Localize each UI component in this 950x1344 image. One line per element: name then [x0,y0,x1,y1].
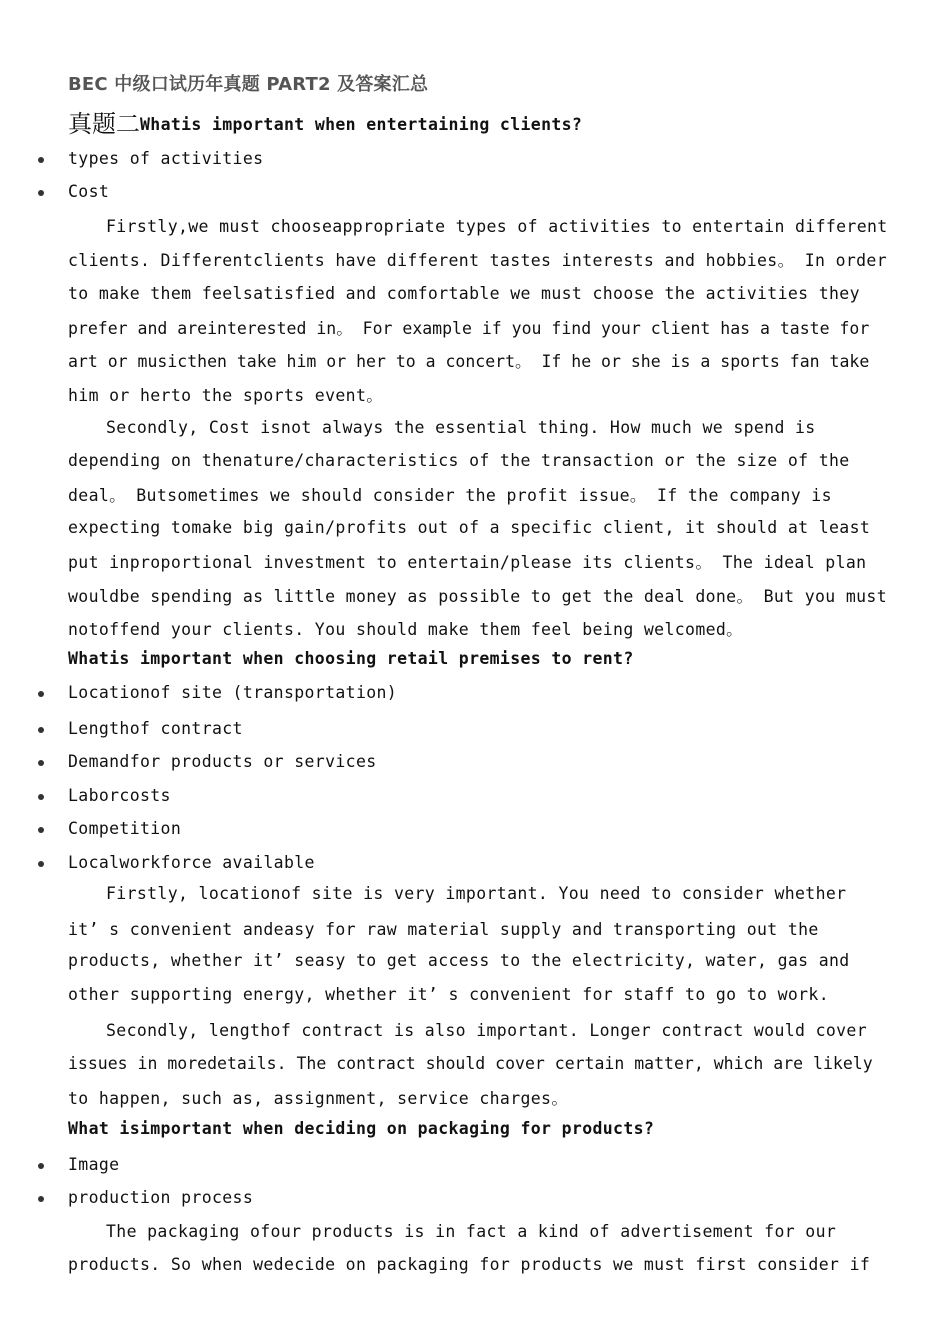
bullet-dot-icon [38,760,44,766]
paragraph-line: products, whether it’ seasy to get access to the electricity, water, gas and [68,951,850,970]
paragraph-line: Firstly, locationof site is very important. You need to consider whether [106,884,847,903]
question-3-heading: What isimportant when deciding on packaging for products? [68,1119,655,1138]
list-item: production process [68,1188,254,1207]
list-item: Image [68,1155,120,1174]
document-title: BEC 中级口试历年真题 PART2 及答案汇总 [68,74,429,95]
list-item: Competition [68,819,182,838]
paragraph-line: products. So when wedecide on packaging for products we must first consider if [68,1255,871,1274]
paragraph-line: expecting tomake big gain/profits out of a specific client, it should at least [68,518,871,537]
bullet-dot-icon [38,691,44,697]
bullet-dot-icon [38,157,44,163]
list-item: Lengthof contract [68,719,243,738]
bullet-dot-icon [38,1196,44,1202]
paragraph-line: wouldbe spending as little money as possible to get the deal done。 But you must [68,587,887,606]
paragraph-line: Secondly, lengthof contract is also important. Longer contract would cover [106,1021,868,1040]
paragraph-line: The packaging ofour products is in fact a kind of advertisement for our [106,1222,837,1241]
paragraph-line: issues in moredetails. The contract should cover certain matter, which are likely [68,1054,873,1073]
paragraph-line: him or herto the sports event。 [68,386,384,405]
bullet-dot-icon [38,827,44,833]
paragraph-line: other supporting energy, whether it’ s convenient for staff to go to work. [68,985,830,1004]
paragraph-line: prefer and areinterested in。 For example if you find your client has a taste for [68,319,870,338]
list-item: Demandfor products or services [68,752,377,771]
bullet-dot-icon [38,794,44,800]
paragraph-line: put inproportional investment to entertain/please its clients。 The ideal plan [68,553,867,572]
list-item: Laborcosts [68,786,171,805]
list-item: Localworkforce available [68,853,315,872]
paragraph-line: art or musicthen take him or her to a concert。 If he or she is a sports fan take [68,352,870,371]
bullet-dot-icon [38,727,44,733]
paragraph-line: deal。 Butsometimes we should consider the profit issue。 If the company is [68,486,832,505]
bullet-dot-icon [38,190,44,196]
list-item: Cost [68,182,110,201]
paragraph-line: depending on thenature/characteristics of the transaction or the size of the [68,451,850,470]
paragraph-line: to happen, such as, assignment, service charges。 [68,1089,569,1108]
paragraph-line: clients. Differentclients have different tastes interests and hobbies。 In order [68,251,887,270]
paragraph-line: notoffend your clients. You should make them feel being welcomed。 [68,620,744,639]
question-2-heading: Whatis important when choosing retail premises to rent? [68,649,634,668]
paragraph-line: to make them feelsatisfied and comfortable we must choose the activities they [68,284,860,303]
section-prefix: 真题二 [68,110,140,138]
bullet-dot-icon [38,1163,44,1169]
question-1-heading [68,104,582,139]
paragraph-line: Secondly, Cost isnot always the essential thing. How much we spend is [106,418,816,437]
bullet-dot-icon [38,861,44,867]
question-1-text: Whatis important when entertaining clients? [140,115,583,134]
list-item: Locationof site (transportation) [68,683,398,702]
list-item: types of activities [68,149,264,168]
paragraph-line: Firstly,we must chooseappropriate types of activities to entertain different [106,217,888,236]
paragraph-line: it’ s convenient andeasy for raw material supply and transporting out the [68,920,819,939]
